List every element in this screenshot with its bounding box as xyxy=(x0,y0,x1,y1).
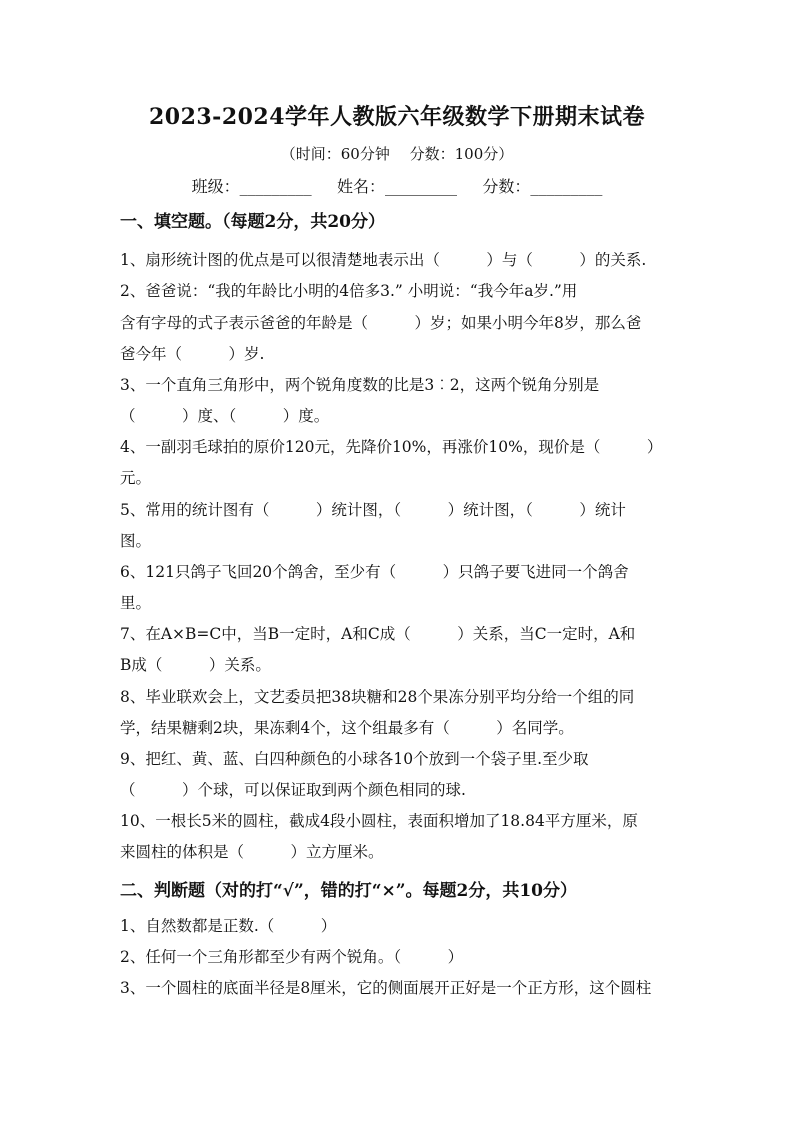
question-line: 爸今年（ ）岁. xyxy=(120,345,265,363)
question-line: 3、一个直角三角形中，两个锐角度数的比是3︰2，这两个锐角分别是 xyxy=(120,376,600,394)
question-line: 3、一个圆柱的底面半径是8厘米，它的侧面展开正好是一个正方形，这个圆柱 xyxy=(120,979,652,997)
question-line: 7、在A×B=C中，当B一定时，A和C成（ ）关系，当C一定时，A和 xyxy=(120,625,636,643)
question-line: （ ）个球，可以保证取到两个颜色相同的球. xyxy=(120,781,466,799)
page-title: 2023-2024学年人教版六年级数学下册期末试卷 xyxy=(148,104,646,130)
question-line: 元。 xyxy=(120,469,152,487)
question-line: 含有字母的式子表示爸爸的年龄是（ ）岁；如果小明今年8岁，那么爸 xyxy=(120,314,642,332)
question-line: 6、121只鸽子飞回20个鸽舍，至少有（ ）只鸽子要飞进同一个鸽舍 xyxy=(120,563,629,581)
question-line: 来圆柱的体积是（ ）立方厘米。 xyxy=(120,843,384,861)
question-line: 里。 xyxy=(120,594,152,612)
section-heading-fill-blank: 一、填空题。（每题2分，共20分） xyxy=(120,212,385,232)
question-line: 9、把红、黄、蓝、白四种颜色的小球各10个放到一个袋子里.至少取 xyxy=(120,750,589,768)
section-heading-true-false: 二、判断题（对的打“√”，错的打“×”。每题2分，共10分） xyxy=(120,881,578,901)
question-line: 1、自然数都是正数.（ ） xyxy=(120,917,337,935)
question-line: B成（ ）关系。 xyxy=(120,656,271,674)
question-line: 学，结果糖剩2块，果冻剩4个，这个组最多有（ ）名同学。 xyxy=(120,719,574,737)
student-info-line: 班级：_________ 姓名：_________ 分数：_________ xyxy=(191,177,603,196)
question-line: 10、一根长5米的圆柱，截成4段小圆柱，表面积增加了18.84平方厘米，原 xyxy=(120,812,638,830)
question-line: 8、毕业联欢会上，文艺委员把38块糖和28个果冻分别平均分给一个组的同 xyxy=(120,688,635,706)
exam-time-score: （时间：60分钟 分数：100分） xyxy=(280,145,514,163)
question-line: （ ）度、（ ）度。 xyxy=(120,407,330,425)
question-line: 2、爸爸说：“我的年龄比小明的4倍多3.” 小明说：“我今年a岁.”用 xyxy=(120,282,578,300)
question-line: 5、常用的统计图有（ ）统计图，（ ）统计图，（ ）统计 xyxy=(120,501,626,519)
question-line: 图。 xyxy=(120,532,152,550)
question-line: 4、一副羽毛球拍的原价120元，先降价10%，再涨价10%，现价是（ ） xyxy=(120,438,663,456)
question-line: 2、任何一个三角形都至少有两个锐角。（ ） xyxy=(120,948,464,966)
question-line: 1、扇形统计图的优点是可以很清楚地表示出（ ）与（ ）的关系. xyxy=(120,251,647,269)
